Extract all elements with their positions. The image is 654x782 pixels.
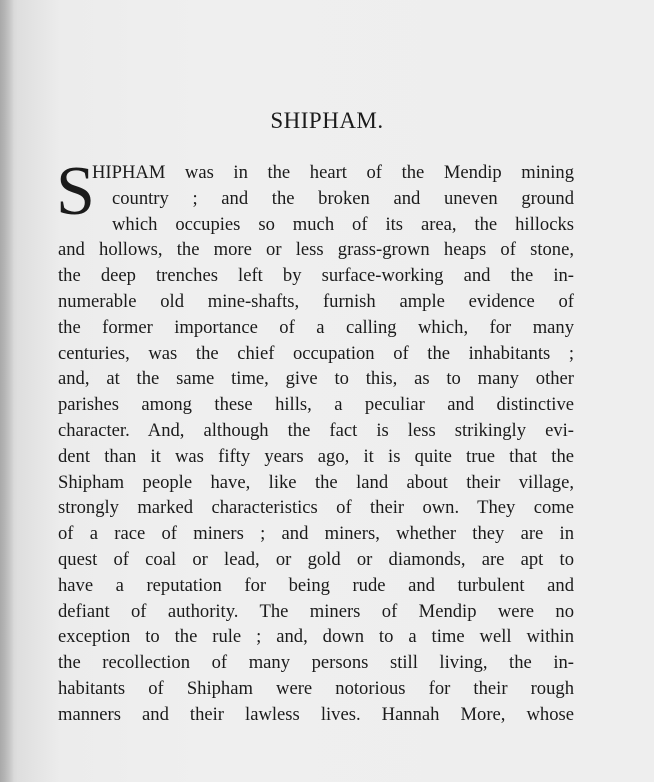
text-line-22: manners and their lawless lives. Hannah More, whose	[58, 703, 574, 725]
text-line-4: and hollows, the more or less grass-grown heaps of stone,	[58, 239, 574, 261]
text-line-18: defiant of authority. The miners of Mendip were no	[58, 600, 574, 622]
page-title: SHIPHAM.	[270, 108, 384, 133]
text-line-21: habitants of Shipham were notorious for their rough	[58, 677, 574, 699]
text-line-3: which occupies so much of its area, the hillocks	[112, 213, 574, 235]
drop-cap: S	[56, 153, 95, 230]
text-line-15: of a race of miners ; and miners, whether they are in	[58, 523, 574, 545]
text-line-2: country ; and the broken and uneven ground	[112, 187, 574, 209]
text-line-6: numerable old mine-shafts, furnish ample evidence of	[58, 290, 574, 312]
text-line-17: have a reputation for being rude and turbulent and	[58, 574, 574, 596]
text-line-1: HIPHAM was in the heart of the Mendip mining	[92, 162, 574, 183]
text-line-10: parishes among these hills, a peculiar and distinctive	[58, 394, 574, 416]
text-line-8: centuries, was the chief occupation of the inhabitants ;	[58, 342, 574, 364]
text-line-20: the recollection of many persons still living, the in-	[58, 652, 574, 674]
text-line-12: dent than it was fifty years ago, it is quite true that the	[58, 445, 574, 467]
text-line-9: and, at the same time, give to this, as to many other	[58, 368, 574, 390]
text-line-11: character. And, although the fact is less strikingly evi-	[58, 419, 574, 441]
text-line-14: strongly marked characteristics of their own. They come	[58, 497, 574, 519]
text-line-5: the deep trenches left by surface-working and the in-	[58, 265, 574, 287]
text-line-19: exception to the rule ; and, down to a time well within	[58, 626, 574, 648]
text-line-13: Shipham people have, like the land about their village,	[58, 471, 574, 493]
body-text	[56, 153, 574, 728]
text-line-7: the former importance of a calling which, for many	[58, 316, 574, 338]
text-line-16: quest of coal or lead, or gold or diamonds, are apt to	[58, 548, 574, 570]
